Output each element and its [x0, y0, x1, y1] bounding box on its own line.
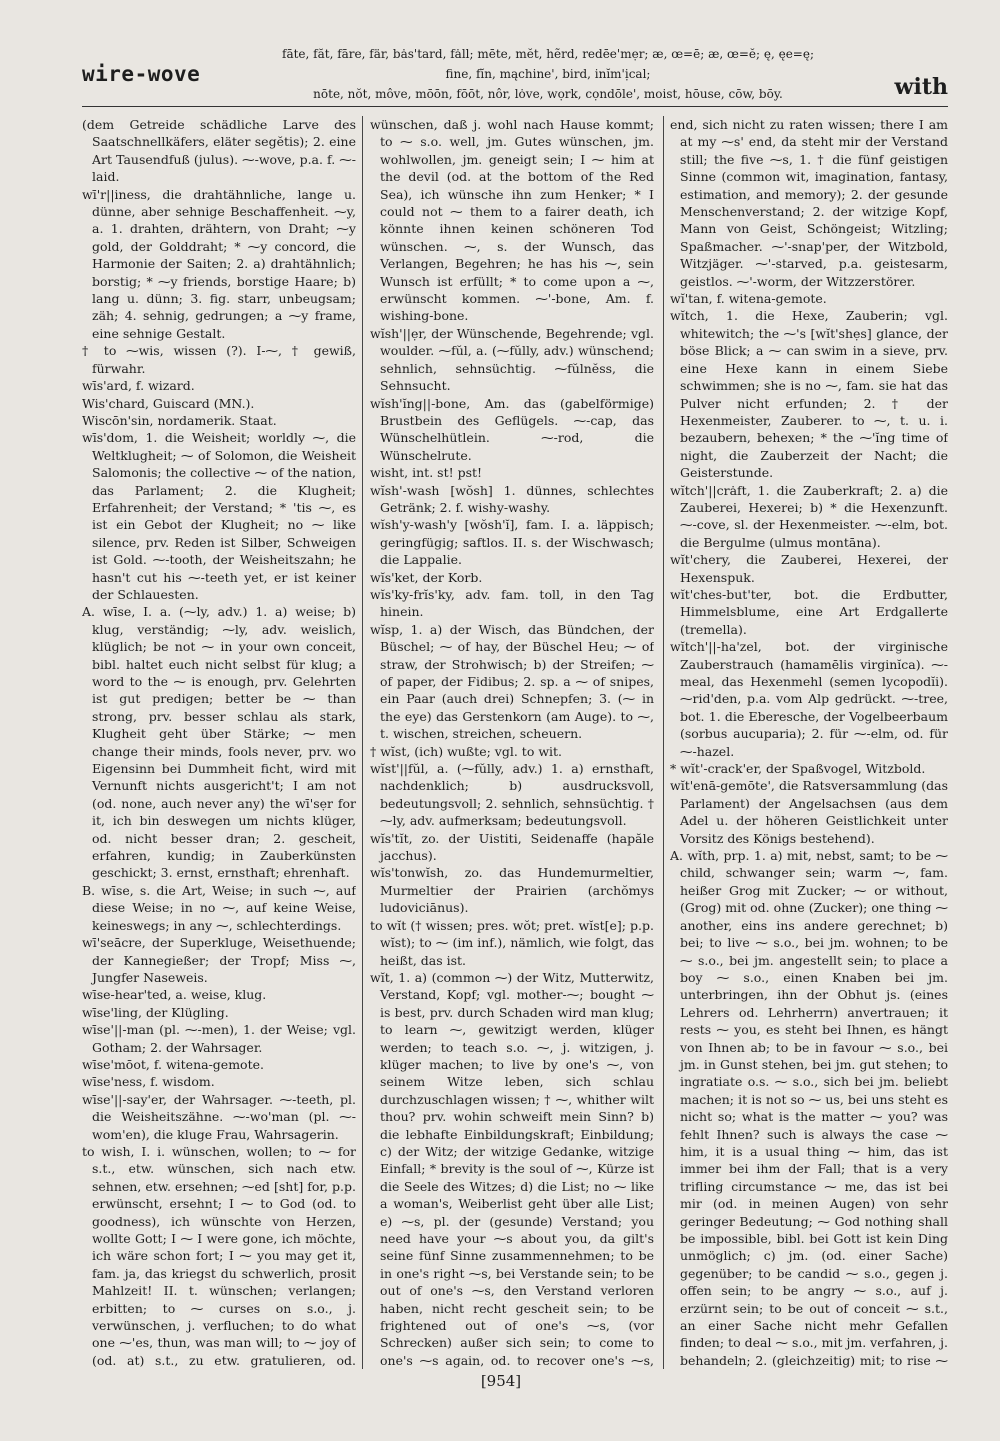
dictionary-entry: wī'seācre, der Superkluge, Weisethuende; der Kannegießer; der Tropf; Miss ⁓, Jungfer Naseweis.: [82, 935, 356, 985]
dictionary-entry: wīse'||-man (pl. ⁓-men), 1. der Weise; vgl. Gotham; 2. der Wahrsager.: [82, 1022, 356, 1055]
pronunciation-key-line: fāte, făt, fāre, fär, bȧs'tard, fȧll; mēte, mĕt, hẽrd, redēe'mẹr; æ, œ=ē; æ, œ=ĕ; ę, ęe=ę;: [282, 47, 814, 61]
dictionary-entry: wĭsh'y-wash'y [wŏsh'ĭ], fam. I. a. läppisch; geringfügig; saftlos. II. s. der Wischwasch; die Lappalie.: [370, 517, 654, 568]
dictionary-entry: wĭtch'||-ha'zel, bot. der virginische Zauberstrauch (hamamēlis virginĭca). ⁓-meal, das Hexenmehl (semen lycopodĭi). ⁓rid'den, p.a. vom Alp gedrückt. ⁓-tree, bot. 1. die Eberesche, der Vogelbeerbaum (sorbus aucuparia); 2. für ⁓-elm, od. für ⁓-hazel.: [670, 639, 948, 759]
column-divider: [663, 116, 664, 1369]
dictionary-entry: wĭs'ket, der Korb.: [370, 569, 483, 585]
dictionary-entry: † to ⁓wis, wissen (?). I-⁓, † gewiß, fürwahr.: [82, 343, 356, 376]
dictionary-entry: wĭsh'||ẹr, der Wünschende, Begehrende; vgl. woulder. ⁓fŭl, a. (⁓fŭlly, adv.) wünschend; sehnlich, sehnsüchtig. ⁓fŭlnĕss, die Sehnsucht.: [370, 325, 654, 394]
pronunciation-key-line: fine, fĭn, mąchine', bird, inĭm'ịcal;: [445, 67, 651, 81]
header-rule: [82, 106, 948, 107]
dictionary-entry: wĭs'tonwĭsh, zo. das Hundemurmeltier, Murmeltier der Prairien (archŏmys ludoviciānus).: [370, 865, 654, 916]
dictionary-entry: wīse'mōot, f. witena-gemote.: [82, 1056, 264, 1072]
dictionary-entry: wĭsh'-wash [wŏsh] 1. dünnes, schlechtes Getränk; 2. f. wishy-washy.: [370, 482, 654, 515]
dictionary-entry: wīse'||-say'er, der Wahrsager. ⁓-teeth, pl. die Weisheitszähne. ⁓-wo'man (pl. ⁓-wom'en), die kluge Frau, Wahrsagerin.: [82, 1091, 356, 1142]
dictionary-entry: wĭt'chery, die Zauberei, Hexerei, der Hexenspuk.: [670, 552, 948, 585]
dictionary-entry: wĭs'tĭt, zo. der Uistiti, Seidenaffe (hapăle jacchus).: [370, 830, 654, 864]
dictionary-entry: wĭsh'ĭng||-bone, Am. das (gabelförmige) Brustbein des Geflügels. ⁓-cap, das Wünschelhütlein. ⁓-rod, die Wünschelrute.: [370, 395, 654, 463]
right-guide-word: with: [894, 74, 948, 100]
dictionary-entry: wīs'dom, 1. die Weisheit; worldly ⁓, die Weltklugheit; ⁓ of Solomon, die Weisheit Salomonis; the collective ⁓ of the nation, das Parlament; 2. die Klugheit; Erfahrenheit; der Verstand; * 'tis ⁓, es ist ein Gebot der Klugheit; no ⁓ like silence, prv. Reden ist Silber, Schweigen ist Gold. ⁓-tooth, der Weisheitszahn; he hasn't cut his ⁓-teeth yet, er ist keiner der Schlauesten.: [82, 430, 356, 602]
dictionary-entry: B. wīse, s. die Art, Weise; in such ⁓, auf diese Weise; in no ⁓, auf keine Weise, keineswegs; in any ⁓, schlechterdings.: [82, 882, 356, 933]
dictionary-entry: wĭt, 1. a) (common ⁓) der Witz, Mutterwitz, Verstand, Kopf; vgl. mother-⁓; bought ⁓ is best, prv. durch Schaden wird man klug; to learn ⁓, gewitzigt werden, klüger werden; to teach s.o. ⁓, j. witzigen, j. klüger machen; to live by one's ⁓, von seinem Witze leben, sich schlau durchzuschlagen wissen; † ⁓, whither wilt thou? prv. wohin schweift mein Sinn? b) die lebhafte Einbildungskraft; Einbildung; c) der Witz; der witzige Gedanke, witzige Einfall; * brevity is the soul of ⁓, Kürze ist die Seele des Witzes; d) die List; no ⁓ like a woman's, Weiberlist geht über alle List; e) ⁓s, pl. der (gesunde) Verstand; you need have your ⁓s about you, da gilt's seine fünf Sinne zusammennehmen; to be in one's right ⁓s, bei Verstande sein; to be out of one's ⁓s, den Verstand verloren haben, nicht recht gescheit sein; to be frightened out of one's ⁓s, (vor Schrecken) außer sich sein; to come to one's ⁓s again, od. to recover one's ⁓s,: [370, 969, 654, 1368]
dictionary-entry: wĭsp, 1. a) der Wisch, das Bündchen, der Büschel; ⁓ of hay, der Büschel Heu; ⁓ of straw, der Strohwisch; b) der Streifen; ⁓ of paper, der Fidibus; 2. sp. a ⁓ of snipes, ein Paar (auch drei) Schnepfen; 3. (⁓ in the eye) das Gerstenkorn (am Auge). to ⁓, t. wischen, streichen, scheuern.: [370, 621, 654, 742]
column-left: [82, 116, 356, 1369]
page-number: [954]: [480, 1372, 522, 1390]
dictionary-entry: end, sich nicht zu raten wissen; there I am at my ⁓s' end, da steht mir der Verstand still; the five ⁓s, 1. † die fünf geistigen Sinne (common wit, imagination, fantasy, estimation, and memory); 2. der gesunde Menschenverstand; 2. der witzige Kopf, Mann von Geist, Schöngeist; Witzling; Spaßmacher. ⁓'-snap'per, der Witzbold, Witzjäger. ⁓'-starved, p.a. geistesarm, geistlos. ⁓'-worm, der Witzzerstörer.: [670, 117, 948, 289]
dictionary-entry: to wĭt († wissen; pres. wŏt; pret. wĭst[e]; p.p. wĭst); to ⁓ (im inf.), nämlich, wie folgt, das heißt, das ist.: [370, 917, 654, 968]
dictionary-entry: Wis'chard, Guiscard (MN.).: [82, 395, 255, 411]
column-right: [670, 116, 948, 1369]
dictionary-entry: wĭtch'||crȧft, 1. die Zauberkraft; 2. a) die Zauberei, Hexerei; b) * die Hexenzunft. ⁓-cove, sl. der Hexenmeister. ⁓-elm, bot. die Bergulme (ulmus montāna).: [670, 482, 948, 550]
pronunciation-key-line: nōte, nŏt, môve, mōōn, fōōt, nôr, lȯve, wọrk, cọndōle', moist, hōuse, cōw, bōy.: [313, 87, 783, 101]
dictionary-entry: wīse'ling, der Klügling.: [82, 1004, 229, 1020]
dictionary-entry: wĭst'||fŭl, a. (⁓fŭlly, adv.) 1. a) ernsthaft, nachdenklich; b) ausdrucksvoll, bedeutungsvoll; 2. sehnlich, sehnsüchtig. † ⁓ly, adv. aufmerksam; bedeutungsvoll.: [370, 761, 654, 829]
dictionary-entry: wī'r||iness, die drahtähnliche, lange u. dünne, aber sehnige Beschaffenheit. ⁓y, a. 1. drahten, drähtern, von Draht; ⁓y gold, der Golddraht; * ⁓y concord, die Harmonie der Saiten; 2. a) drahtähnlich; borstig; * ⁓y friends, borstige Haare; b) lang u. dünn; 3. fig. starr, unbeugsam; zäh; 4. sehnig, gedrungen; a ⁓y frame, eine sehnige Gestalt.: [82, 186, 356, 341]
dictionary-entry: to wish, I. i. wünschen, wollen; to ⁓ for s.t., etw. wünschen, sich nach etw. sehnen, etw. ersehnen; ⁓ed [sht] for, p.p. erwünscht, ersehnt; I ⁓ to God (od. to goodness), ich wünschte von Herzen, wollte Gott; I ⁓ I were gone, ich möchte, ich wäre schon fort; I ⁓ you may get it, fam. ja, das kriegst du schwerlich, prosit Mahlzeit! II. t. wünschen; verlangen; erbitten; to ⁓ curses on s.o., j. verwünschen, j. verfluchen; to do what one ⁓'es, thun, was man will; to ⁓ joy of (od. at) s.t., zu etw. gratulieren, od.: [82, 1143, 356, 1368]
dictionary-entry: wĭs'ky-frĭs'ky, adv. fam. toll, in den Tag hinein.: [370, 586, 654, 620]
dictionary-entry: † wĭst, (ich) wußte; vgl. to wit.: [370, 743, 563, 759]
dictionary-entry: wīse'ness, f. wisdom.: [82, 1074, 215, 1090]
dictionary-entry: A. wĭth, prp. 1. a) mit, nebst, samt; to be ⁓ child, schwanger sein; warm ⁓, fam. heißer Grog mit Zucker; ⁓ or without, (Grog) mit od. ohne (Zucker); one thing ⁓ another, eins ins andere gerechnet; b) bei; to live ⁓ s.o., bei jm. wohnen; to be ⁓ s.o., bei jm. angestellt sein; to place a boy ⁓ s.o., einen Knaben bei jm. unterbringen, ihn der Obhut js. (eines Lehrers od. Lehrherrn) anvertrauen; it rests ⁓ you, es steht bei Ihnen, es hängt von Ihnen ab; to be in favour ⁓ s.o., bei jm. in Gunst stehen, bei jm. gut stehen; to ingratiate o.s. ⁓ s.o., sich bei jm. beliebt machen; it is not so ⁓ us, bei uns steht es nicht so; what is the matter ⁓ you? was fehlt Ihnen? such is always the case ⁓ him, it is a usual thing ⁓ him, das ist immer bei ihm der Fall; that is a very trifling circumstance ⁓ me, das ist bei mir (od. in meinen Augen) von sehr geringer Bedeutung; ⁓ God nothing shall be impossible, bibl. bei Gott ist kein Ding unmöglich; c) jm. (od. einer Sache) gegenüber; to be candid ⁓ s.o., gegen j. offen sein; to be angry ⁓ s.o., auf j. erzürnt sein; to be out of conceit ⁓ s.t., an einer Sache nicht mehr Gefallen finden; to deal ⁓ s.o., mit jm. verfahren, j. behandeln; 2. (gleichzeitig) mit; to rise ⁓: [670, 848, 948, 1368]
dictionary-entry: wisht, int. st! pst!: [370, 465, 483, 481]
dictionary-entry: wĭtch, 1. die Hexe, Zauberin; vgl. whitewitch; the ⁓'s [wĭt'shẹs] glance, der böse Blick; a ⁓ can swim in a sieve, prv. eine Hexe kann in einem Siebe schwimmen; she is no ⁓, fam. sie hat das Pulver nicht erfunden; 2. † der Hexenmeister, Zauberer. to ⁓, t. u. i. bezaubern, behexen; * the ⁓'ĭng time of night, die Zauberzeit der Nacht; die Geisterstunde.: [670, 308, 948, 481]
left-guide-word: wire-wove: [82, 62, 201, 86]
dictionary-entry: wĭt'ches-but'ter, bot. die Erdbutter, Himmelsblume, eine Art Erdgallerte (tremella).: [670, 586, 948, 637]
dictionary-entry: * wĭt'-crack'er, der Spaßvogel, Witzbold.: [670, 761, 926, 777]
dictionary-entry: wīs'ard, f. wizard.: [82, 378, 195, 394]
column-middle: [370, 116, 654, 1369]
dictionary-entry: (dem Getreide schädliche Larve des Saatschnellkäfers, eläter segĕtis); 2. eine Art Tausendfuß (julus). ⁓-wove, p.a. f. ⁓-laid.: [82, 117, 356, 185]
dictionary-entry: wĭt'enā-gemōte', die Ratsversammlung (das Parlament) der Angelsachsen (aus dem Adel u. der höheren Geistlichkeit unter Vorsitz des Königs bestehend).: [670, 778, 948, 846]
dictionary-entry: Wiscōn'sin, nordamerik. Staat.: [82, 412, 277, 428]
pronunciation-key: [228, 44, 868, 104]
dictionary-entry: wünschen, daß j. wohl nach Hause kommt; to ⁓ s.o. well, jm. Gutes wünschen, jm. wohlwollen, jm. geneigt sein; I ⁓ him at the devil (od. at the bottom of the Red Sea), ich wünsche ihn zum Henker; * I could not ⁓ them to a fairer death, ich könnte ihnen keinen schöneren Tod wünschen. ⁓, s. der Wunsch, das Verlangen, Begehren; he has his ⁓, sein Wunsch ist erfüllt; * to come upon a ⁓, erwünscht kommen. ⁓'-bone, Am. f. wishing-bone.: [370, 117, 654, 324]
dictionary-entry: A. wīse, I. a. (⁓ly, adv.) 1. a) weise; b) klug, verständig; ⁓ly, adv. weislich, klüglich; be not ⁓ in your own conceit, bibl. haltet euch nicht selbst für klug; a word to the ⁓ is enough, prv. Gelehrten ist gut predigen; better be ⁓ than strong, prv. besser schlau als stark, Klugheit geht über Stärke; ⁓ men change their minds, fools never, prv. wo Eigensinn bei Dummheit ficht, wird mit Vernunft nichts ausgericht't; I am not (od. none, auch never any) the wī'sẹr for it, ich bin deswegen um nichts klüger, od. nicht besser dran; 2. gescheit, erfahren, kundig; in Zauberkünsten geschickt; 3. ernst, ernsthaft; ehrenhaft.: [82, 604, 356, 881]
column-divider: [362, 116, 363, 1369]
dictionary-entry: wĭ'tan, f. witena-gemote.: [670, 291, 827, 307]
dictionary-entry: wīse-hear'ted, a. weise, klug.: [82, 987, 267, 1003]
page-header: [82, 44, 948, 106]
